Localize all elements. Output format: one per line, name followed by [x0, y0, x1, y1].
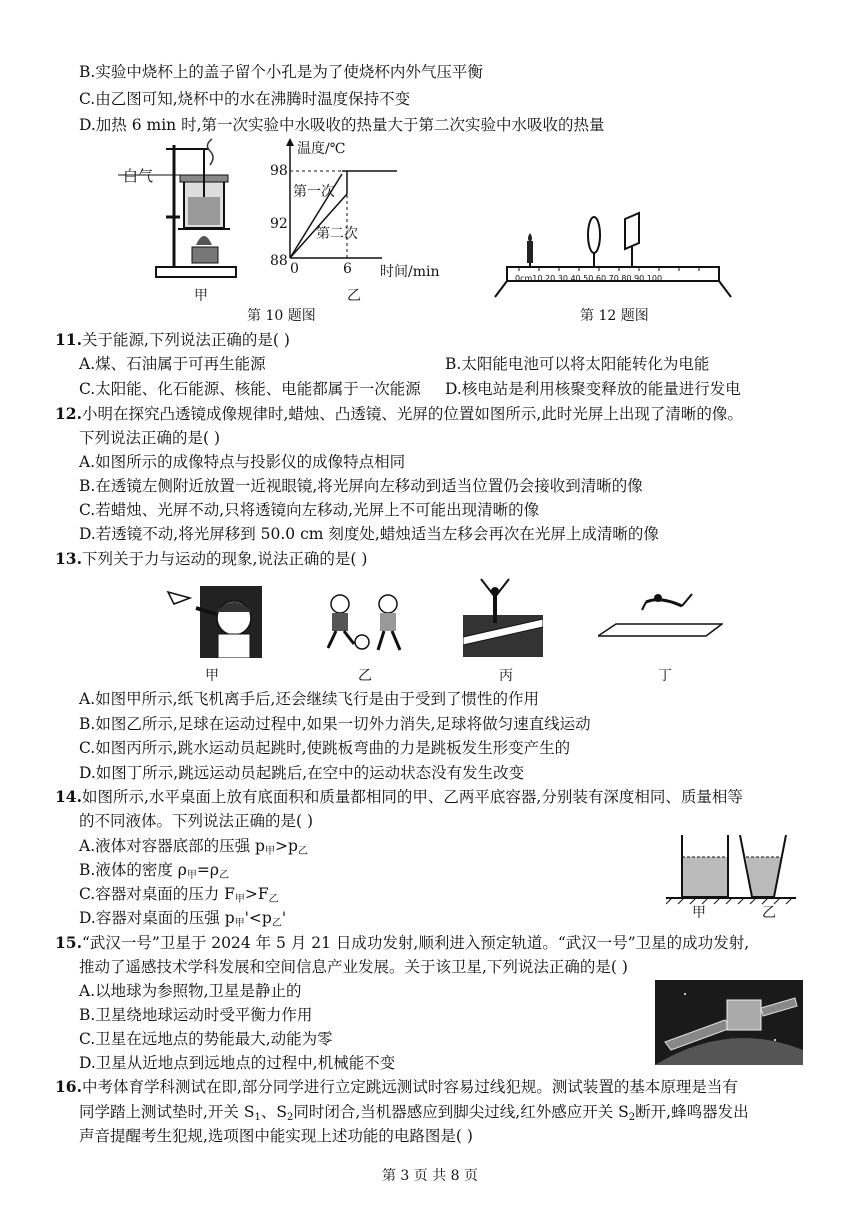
q12-stem-1: 12.小明在探究凸透镜成像规律时,蜡烛、凸透镜、光屏的位置如图所示,此时光屏上出现了清晰的像。	[55, 404, 743, 423]
q13-stem: 13.下列关于力与运动的现象,说法正确的是( )	[55, 549, 368, 568]
q16-stem-1: 16.中考体育学科测试在即,部分同学进行立定跳远测试时容易过线犯规。测试装置的基本原理是当有	[55, 1077, 738, 1096]
paper-plane-image	[160, 578, 270, 658]
ruler-scale: 0cm10 20 30 40 50 60 70 80 90 100	[515, 274, 663, 283]
q10-option-c: C.由乙图可知,烧杯中的水在沸腾时温度保持不变	[79, 90, 411, 108]
ytick-88: 88	[270, 253, 288, 269]
q15-option-d: D.卫星从近地点到远地点的过程中,机械能不变	[79, 1054, 396, 1072]
q11-option-d: D.核电站是利用核聚变释放的能量进行发电	[445, 380, 741, 398]
q13-label-jia: 甲	[205, 668, 219, 684]
q15-stem-1: 15.“武汉一号”卫星于 2024 年 5 月 21 日成功发射,顺利进入预定轨道。“武汉一号”卫星的成功发射,	[55, 933, 750, 952]
q14-stem-2: 的不同液体。下列说法正确的是( )	[79, 812, 314, 830]
graph-xlabel: 时间/min	[380, 264, 440, 280]
q12-stem-2: 下列说法正确的是( )	[79, 429, 221, 447]
q15-option-a: A.以地球为参照物,卫星是静止的	[79, 982, 302, 1000]
q12-option-a: A.如图所示的成像特点与投影仪的成像特点相同	[79, 453, 406, 471]
q11-stem: 11.关于能源,下列说法正确的是( )	[55, 330, 290, 349]
q13-option-b: B.如图乙所示,足球在运动过程中,如果一切外力消失,足球将做匀速直线运动	[79, 715, 591, 733]
fig10-label-yi: 乙	[347, 288, 361, 304]
xtick-6: 6	[343, 261, 352, 277]
q15-option-c: C.卫星在远地点的势能最大,动能为零	[79, 1030, 333, 1048]
q11-option-c: C.太阳能、化石能源、核能、电能都属于一次能源	[79, 380, 421, 398]
diving-image	[463, 575, 543, 657]
q11-option-a: A.煤、石油属于可再生能源	[79, 355, 266, 373]
q13-label-ding: 丁	[658, 668, 672, 684]
q15-option-b: B.卫星绕地球运动时受平衡力作用	[79, 1006, 313, 1024]
fig12-optical-bench	[493, 205, 733, 300]
xtick-0: 0	[290, 261, 299, 277]
graph-ylabel: 温度/℃	[297, 141, 346, 157]
soccer-image	[310, 592, 420, 654]
container-label-yi: 乙	[762, 905, 776, 921]
satellite-image	[655, 980, 803, 1065]
page-footer: 第 3 页 共 8 页	[381, 1168, 479, 1184]
q16-stem-2: 同学踏上测试垫时,开关 $S_1$、$S_2$同时闭合,当机器感应到脚尖过线,红外感应开关 $S_2$断开,蜂鸣器发出	[79, 1103, 749, 1123]
fig10-label-jia: 甲	[194, 288, 208, 304]
ytick-98: 98	[270, 163, 288, 179]
fig12-caption: 第 12 题图	[580, 308, 649, 324]
ytick-92: 92	[270, 216, 288, 232]
q13-option-c: C.如图丙所示,跳水运动员起跳时,使跳板弯曲的力是跳板发生形变产生的	[79, 739, 571, 757]
q14-option-c: C.容器对桌面的压力 $F_甲>F_乙$	[79, 885, 279, 905]
container-label-jia: 甲	[692, 905, 706, 921]
q11-option-b: B.太阳能电池可以将太阳能转化为电能	[445, 355, 710, 373]
fig10-caption: 第 10 题图	[247, 308, 316, 324]
line-first-label: 第一次	[293, 184, 335, 200]
q13-option-a: A.如图甲所示,纸飞机离手后,还会继续飞行是由于受到了惯性的作用	[79, 690, 539, 708]
q13-label-yi: 乙	[358, 668, 372, 684]
fig10-apparatus	[118, 135, 248, 285]
q12-option-b: B.在透镜左侧附近放置一近视眼镜,将光屏向左移动到适当位置仍会接收到清晰的像	[79, 477, 643, 495]
q14-option-b: B.液体的密度 $\rho_甲=\rho_乙$	[79, 861, 229, 881]
q14-stem-1: 14.如图所示,水平桌面上放有底面积和质量都相同的甲、乙两平底容器,分别装有深度相同、质量相等	[55, 787, 743, 806]
q10-option-d: D.加热 6 min 时,第一次实验中水吸收的热量大于第二次实验中水吸收的热量	[79, 116, 605, 134]
line-second-label: 第二次	[316, 226, 358, 242]
q12-option-d: D.若透镜不动,将光屏移到 50.0 cm 刻度处,蜡烛适当左移会再次在光屏上成清晰的像	[79, 525, 659, 543]
q14-option-a: A.液体对容器底部的压强 $p_甲>p_乙$	[79, 837, 308, 857]
q16-stem-3: 声音提醒考生犯规,选项图中能实现上述功能的电路图是( )	[79, 1127, 473, 1145]
q10-option-b: B.实验中烧杯上的盖子留个小孔是为了使烧杯内外气压平衡	[79, 63, 483, 81]
q13-label-bing: 丙	[499, 668, 513, 684]
long-jump-image	[598, 588, 723, 648]
steam-label: 白气	[123, 167, 154, 185]
q13-option-d: D.如图丁所示,跳远运动员起跳后,在空中的运动状态没有发生改变	[79, 764, 525, 782]
containers-figure	[666, 835, 796, 905]
q12-option-c: C.若蜡烛、光屏不动,只将透镜向左移动,光屏上不可能出现清晰的像	[79, 501, 540, 519]
q14-option-d: D.容器对桌面的压强 $p_甲'<p_乙'$	[79, 909, 287, 929]
q15-stem-2: 推动了遥感技术学科发展和空间信息产业发展。关于该卫星,下列说法正确的是( )	[79, 958, 628, 976]
